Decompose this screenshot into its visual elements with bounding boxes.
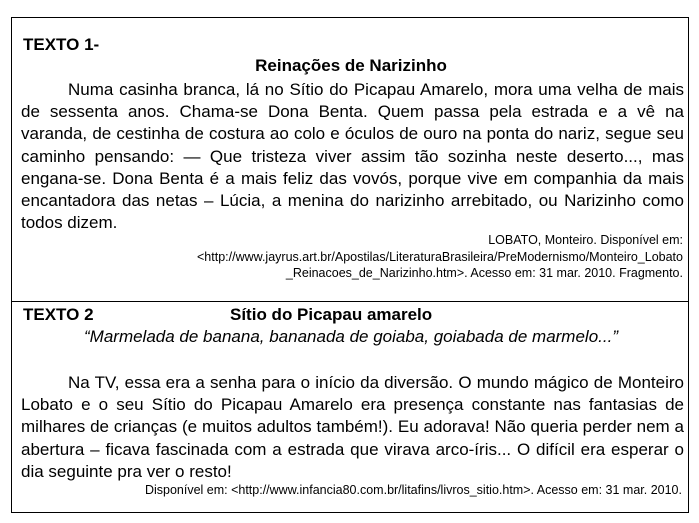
section-divider — [12, 301, 688, 302]
texto2-label: TEXTO 2 — [23, 305, 94, 324]
texto2-title: Sítio do Picapau amarelo — [230, 305, 433, 324]
texto1-label: TEXTO 1- — [23, 35, 100, 54]
texto2-quote: “Marmelada de banana, bananada de goiaba, goiabada de marmelo...” — [84, 327, 618, 346]
texto1-citation — [23, 232, 683, 282]
citation-line: _Reinacoes_de_Narizinho.htm>. Acesso em: 31 mar. 2010. Fragmento. — [285, 266, 683, 280]
texto2-citation: Disponível em: <http://www.infancia80.com.br/litafins/livros_sitio.htm>. Acesso em: 31 mar. 2010. — [144, 483, 682, 497]
citation-line: <http://www.jayrus.art.br/Apostilas/LiteraturaBrasileira/PreModernismo/Monteiro_Lobato — [197, 249, 683, 264]
texto1-paragraph: Numa casinha branca, lá no Sítio do Picapau Amarelo, mora uma velha de mais de sessenta anos. Chama-se Dona Benta. Quem passa pela estrada e a vê na varanda, de cestinha de costura ao colo e óculos de ouro na ponta do nariz, segue seu caminho pensando: — Que tristeza viver assim tão sozinha neste deserto..., mas engana-se. Dona Benta é a mais feliz das vovós, porque vive em companhia da mais encantadora das netas – Lúcia, a menina do narizinho arrebitado, ou Narizinho como todos dizem. — [21, 80, 684, 233]
texto2-paragraph: Na TV, essa era a senha para o início da diversão. O mundo mágico de Monteiro Lobato e o seu Sítio do Picapau Amarelo era presença constante nas fantasias de milhares de crianças (e muitos adultos também!). Eu adorava! Não queria perder nem a abertura – ficava fascinada com a estrada que virava arco-íris... O difícil era esperar o dia seguinte pra ver o resto! — [21, 373, 684, 481]
texto1-title: Reinações de Narizinho — [255, 56, 447, 75]
document-frame — [11, 17, 689, 513]
citation-line: LOBATO, Monteiro. Disponível em: — [488, 233, 683, 247]
